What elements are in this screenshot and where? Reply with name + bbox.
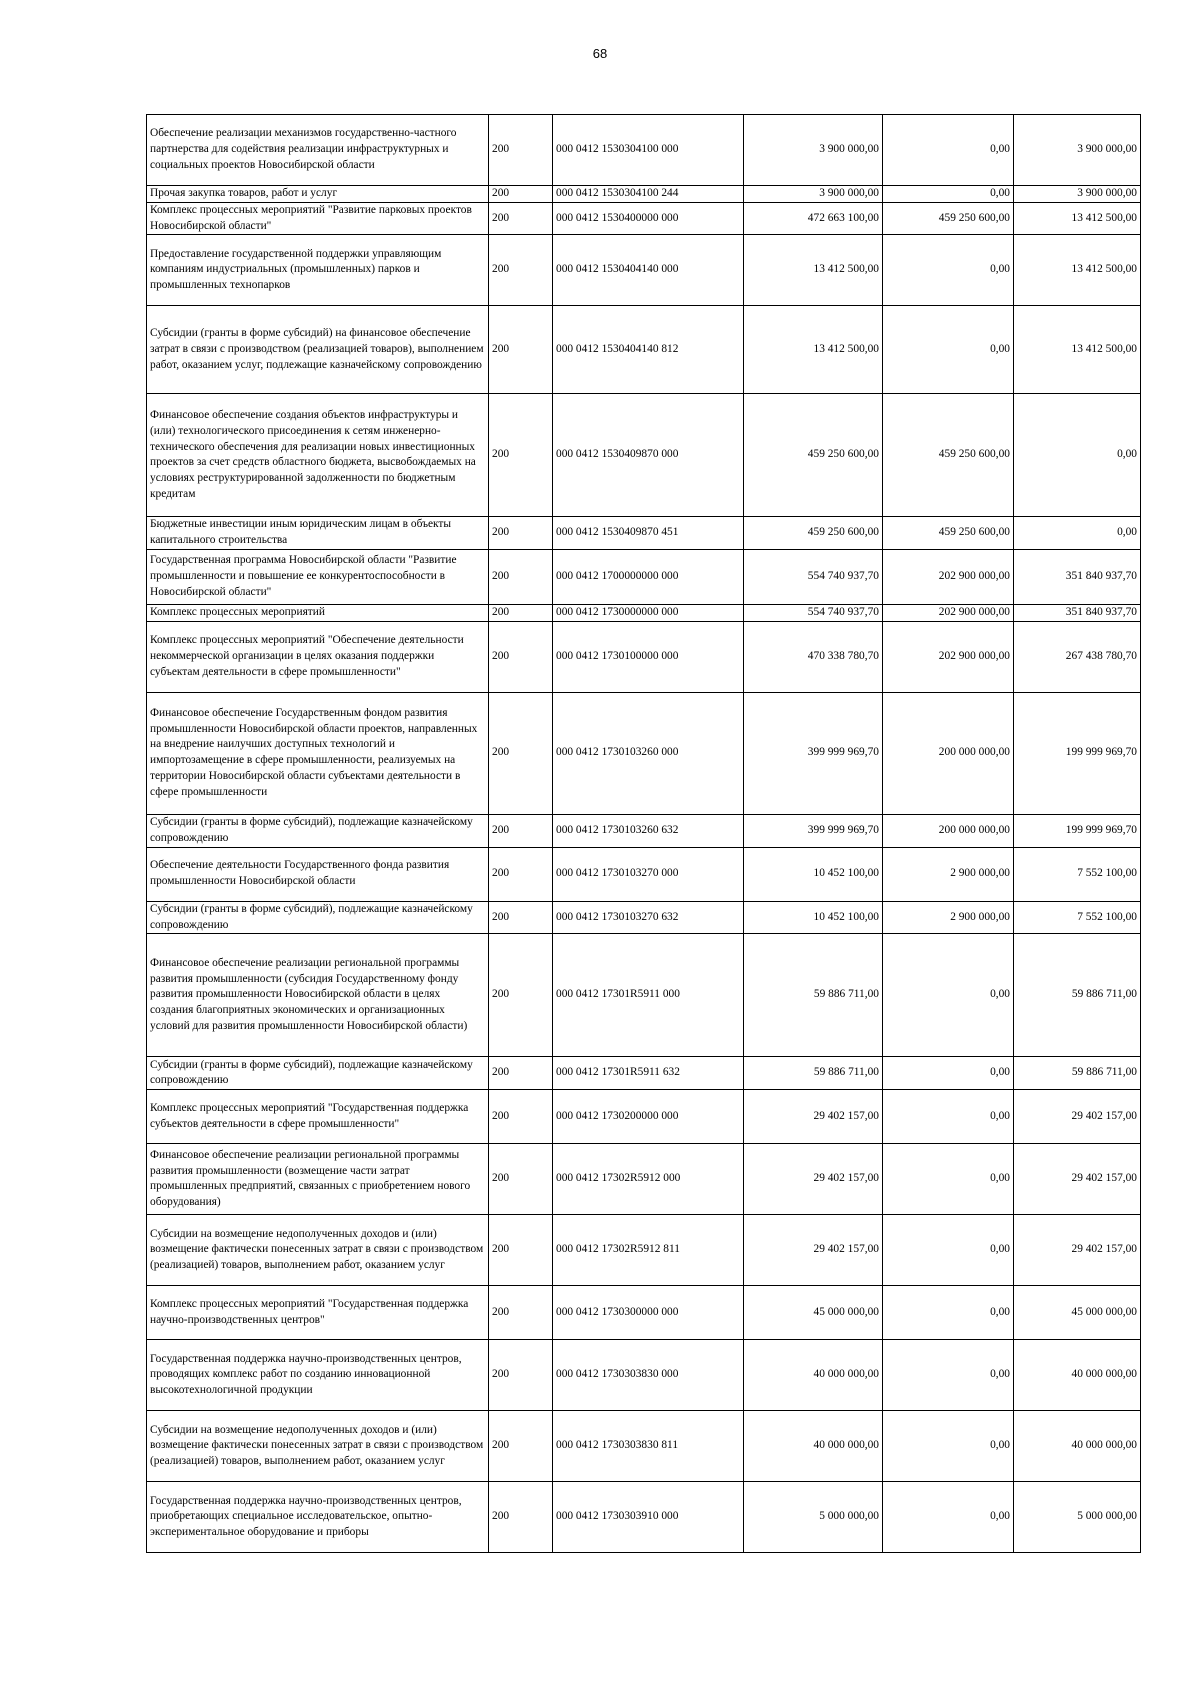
item-name-cell: Субсидии (гранты в форме субсидий), подлежащие казначейскому сопровождению xyxy=(147,901,489,934)
table-row xyxy=(147,517,1141,550)
table-row xyxy=(147,604,1141,621)
unexecuted-amount-cell: 351 840 937,70 xyxy=(1014,549,1141,604)
approved-amount-cell: 5 000 000,00 xyxy=(744,1482,883,1553)
code-cell: 200 xyxy=(489,1057,553,1090)
item-name-cell: Государственная поддержка научно-производственных центров, проводящих комплекс работ по созданию инновационной высокотехнологичной продукции xyxy=(147,1340,489,1411)
budget-classification-code-cell: 000 0412 1530304100 000 xyxy=(553,115,744,186)
table-row xyxy=(147,1144,1141,1215)
table-row xyxy=(147,1411,1141,1482)
budget-classification-code-cell: 000 0412 1730103270 000 xyxy=(553,847,744,901)
budget-classification-code-cell: 000 0412 17301R5911 632 xyxy=(553,1057,744,1090)
executed-amount-cell: 2 900 000,00 xyxy=(883,901,1014,934)
unexecuted-amount-cell: 7 552 100,00 xyxy=(1014,847,1141,901)
approved-amount-cell: 472 663 100,00 xyxy=(744,202,883,235)
approved-amount-cell: 29 402 157,00 xyxy=(744,1215,883,1286)
executed-amount-cell: 0,00 xyxy=(883,1286,1014,1340)
executed-amount-cell: 200 000 000,00 xyxy=(883,692,1014,814)
unexecuted-amount-cell: 13 412 500,00 xyxy=(1014,235,1141,306)
approved-amount-cell: 459 250 600,00 xyxy=(744,394,883,517)
item-name-cell: Комплекс процессных мероприятий "Развитие парковых проектов Новосибирской области" xyxy=(147,202,489,235)
approved-amount-cell: 40 000 000,00 xyxy=(744,1340,883,1411)
table-row xyxy=(147,847,1141,901)
table-row xyxy=(147,549,1141,604)
approved-amount-cell: 10 452 100,00 xyxy=(744,847,883,901)
unexecuted-amount-cell: 59 886 711,00 xyxy=(1014,934,1141,1057)
executed-amount-cell: 459 250 600,00 xyxy=(883,202,1014,235)
table-row xyxy=(147,1090,1141,1144)
executed-amount-cell: 0,00 xyxy=(883,1090,1014,1144)
executed-amount-cell: 202 900 000,00 xyxy=(883,604,1014,621)
table-body xyxy=(147,115,1141,1553)
code-cell: 200 xyxy=(489,1340,553,1411)
table-row xyxy=(147,186,1141,203)
budget-classification-code-cell: 000 0412 1530400000 000 xyxy=(553,202,744,235)
item-name-cell: Обеспечение реализации механизмов государственно-частного партнерства для содействия реализации инфраструктурных и социальных проектов Новосибирской области xyxy=(147,115,489,186)
item-name-cell: Финансовое обеспечение реализации региональной программы развития промышленности (субсидия Государственному фонду развития промышленности Новосибирской области в целях создания благоприятных экономических и организационных условий для развития промышленности Новосибирской области) xyxy=(147,934,489,1057)
executed-amount-cell: 0,00 xyxy=(883,1215,1014,1286)
code-cell: 200 xyxy=(489,1286,553,1340)
budget-execution-table xyxy=(146,114,1141,1553)
table-row xyxy=(147,1215,1141,1286)
budget-classification-code-cell: 000 0412 1530409870 000 xyxy=(553,394,744,517)
budget-classification-code-cell: 000 0412 1530404140 812 xyxy=(553,306,744,394)
approved-amount-cell: 3 900 000,00 xyxy=(744,186,883,203)
unexecuted-amount-cell: 0,00 xyxy=(1014,517,1141,550)
approved-amount-cell: 470 338 780,70 xyxy=(744,621,883,692)
approved-amount-cell: 10 452 100,00 xyxy=(744,901,883,934)
approved-amount-cell: 29 402 157,00 xyxy=(744,1144,883,1215)
executed-amount-cell: 0,00 xyxy=(883,306,1014,394)
item-name-cell: Субсидии на возмещение недополученных доходов и (или) возмещение фактически понесенных затрат в связи с производством (реализацией) товаров, выполнением работ, оказанием услуг xyxy=(147,1411,489,1482)
executed-amount-cell: 200 000 000,00 xyxy=(883,814,1014,847)
code-cell: 200 xyxy=(489,901,553,934)
table-row xyxy=(147,692,1141,814)
executed-amount-cell: 0,00 xyxy=(883,115,1014,186)
unexecuted-amount-cell: 199 999 969,70 xyxy=(1014,692,1141,814)
item-name-cell: Комплекс процессных мероприятий "Обеспечение деятельности некоммерческой организации в целях оказания поддержки субъектам деятельности в сфере промышленности" xyxy=(147,621,489,692)
executed-amount-cell: 202 900 000,00 xyxy=(883,549,1014,604)
unexecuted-amount-cell: 13 412 500,00 xyxy=(1014,202,1141,235)
budget-classification-code-cell: 000 0412 1730103260 000 xyxy=(553,692,744,814)
item-name-cell: Субсидии на возмещение недополученных доходов и (или) возмещение фактически понесенных затрат в связи с производством (реализацией) товаров, выполнением работ, оказанием услуг xyxy=(147,1215,489,1286)
code-cell: 200 xyxy=(489,202,553,235)
executed-amount-cell: 0,00 xyxy=(883,235,1014,306)
budget-classification-code-cell: 000 0412 1730103260 632 xyxy=(553,814,744,847)
budget-classification-code-cell: 000 0412 1730303830 000 xyxy=(553,1340,744,1411)
code-cell: 200 xyxy=(489,1482,553,1553)
unexecuted-amount-cell: 267 438 780,70 xyxy=(1014,621,1141,692)
approved-amount-cell: 459 250 600,00 xyxy=(744,517,883,550)
approved-amount-cell: 59 886 711,00 xyxy=(744,1057,883,1090)
code-cell: 200 xyxy=(489,1411,553,1482)
budget-classification-code-cell: 000 0412 1730000000 000 xyxy=(553,604,744,621)
approved-amount-cell: 13 412 500,00 xyxy=(744,235,883,306)
item-name-cell: Финансовое обеспечение создания объектов инфраструктуры и (или) технологического присоединения к сетям инженерно-технического обеспечения для реализации новых инвестиционных проектов за счет средств областного бюджета, высвобождаемых на условиях реструктурированной задолженности по бюджетным кредитам xyxy=(147,394,489,517)
item-name-cell: Комплекс процессных мероприятий xyxy=(147,604,489,621)
code-cell: 200 xyxy=(489,186,553,203)
executed-amount-cell: 202 900 000,00 xyxy=(883,621,1014,692)
budget-classification-code-cell: 000 0412 1730303910 000 xyxy=(553,1482,744,1553)
executed-amount-cell: 0,00 xyxy=(883,1340,1014,1411)
item-name-cell: Субсидии (гранты в форме субсидий), подлежащие казначейскому сопровождению xyxy=(147,1057,489,1090)
table-row xyxy=(147,814,1141,847)
executed-amount-cell: 0,00 xyxy=(883,1411,1014,1482)
budget-classification-code-cell: 000 0412 1730100000 000 xyxy=(553,621,744,692)
approved-amount-cell: 45 000 000,00 xyxy=(744,1286,883,1340)
executed-amount-cell: 0,00 xyxy=(883,186,1014,203)
executed-amount-cell: 459 250 600,00 xyxy=(883,394,1014,517)
code-cell: 200 xyxy=(489,1215,553,1286)
table-row xyxy=(147,115,1141,186)
code-cell: 200 xyxy=(489,934,553,1057)
table-row xyxy=(147,934,1141,1057)
unexecuted-amount-cell: 29 402 157,00 xyxy=(1014,1144,1141,1215)
budget-classification-code-cell: 000 0412 1530404140 000 xyxy=(553,235,744,306)
unexecuted-amount-cell: 199 999 969,70 xyxy=(1014,814,1141,847)
code-cell: 200 xyxy=(489,604,553,621)
item-name-cell: Субсидии (гранты в форме субсидий), подлежащие казначейскому сопровождению xyxy=(147,814,489,847)
approved-amount-cell: 554 740 937,70 xyxy=(744,604,883,621)
item-name-cell: Финансовое обеспечение Государственным фондом развития промышленности Новосибирской области проектов, направленных на внедрение наилучших доступных технологий и импортозамещение в сфере промышленности, реализуемых на территории Новосибирской области субъектами деятельности в сфере промышленности xyxy=(147,692,489,814)
item-name-cell: Комплекс процессных мероприятий "Государственная поддержка субъектов деятельности в сфере промышленности" xyxy=(147,1090,489,1144)
unexecuted-amount-cell: 3 900 000,00 xyxy=(1014,115,1141,186)
item-name-cell: Прочая закупка товаров, работ и услуг xyxy=(147,186,489,203)
table-row xyxy=(147,235,1141,306)
approved-amount-cell: 59 886 711,00 xyxy=(744,934,883,1057)
item-name-cell: Государственная программа Новосибирской области "Развитие промышленности и повышение ее конкурентоспособности в Новосибирской области" xyxy=(147,549,489,604)
approved-amount-cell: 3 900 000,00 xyxy=(744,115,883,186)
executed-amount-cell: 0,00 xyxy=(883,1482,1014,1553)
table-row xyxy=(147,394,1141,517)
item-name-cell: Финансовое обеспечение реализации региональной программы развития промышленности (возмещение части затрат промышленных предприятий, связанных с приобретением нового оборудования) xyxy=(147,1144,489,1215)
approved-amount-cell: 399 999 969,70 xyxy=(744,814,883,847)
code-cell: 200 xyxy=(489,1144,553,1215)
item-name-cell: Обеспечение деятельности Государственного фонда развития промышленности Новосибирской области xyxy=(147,847,489,901)
table-row xyxy=(147,1482,1141,1553)
budget-classification-code-cell: 000 0412 1730103270 632 xyxy=(553,901,744,934)
code-cell: 200 xyxy=(489,306,553,394)
unexecuted-amount-cell: 13 412 500,00 xyxy=(1014,306,1141,394)
unexecuted-amount-cell: 59 886 711,00 xyxy=(1014,1057,1141,1090)
unexecuted-amount-cell: 29 402 157,00 xyxy=(1014,1215,1141,1286)
code-cell: 200 xyxy=(489,692,553,814)
item-name-cell: Субсидии (гранты в форме субсидий) на финансовое обеспечение затрат в связи с производством (реализацией товаров), выполнением работ, оказанием услуг, подлежащие казначейскому сопровождению xyxy=(147,306,489,394)
code-cell: 200 xyxy=(489,235,553,306)
code-cell: 200 xyxy=(489,847,553,901)
unexecuted-amount-cell: 3 900 000,00 xyxy=(1014,186,1141,203)
code-cell: 200 xyxy=(489,115,553,186)
item-name-cell: Государственная поддержка научно-производственных центров, приобретающих специальное исследовательское, опытно-экспериментальное оборудование и приборы xyxy=(147,1482,489,1553)
code-cell: 200 xyxy=(489,394,553,517)
unexecuted-amount-cell: 5 000 000,00 xyxy=(1014,1482,1141,1553)
table-row xyxy=(147,306,1141,394)
code-cell: 200 xyxy=(489,814,553,847)
approved-amount-cell: 399 999 969,70 xyxy=(744,692,883,814)
code-cell: 200 xyxy=(489,517,553,550)
unexecuted-amount-cell: 40 000 000,00 xyxy=(1014,1340,1141,1411)
approved-amount-cell: 554 740 937,70 xyxy=(744,549,883,604)
executed-amount-cell: 0,00 xyxy=(883,1144,1014,1215)
unexecuted-amount-cell: 40 000 000,00 xyxy=(1014,1411,1141,1482)
budget-classification-code-cell: 000 0412 1730200000 000 xyxy=(553,1090,744,1144)
executed-amount-cell: 0,00 xyxy=(883,1057,1014,1090)
item-name-cell: Бюджетные инвестиции иным юридическим лицам в объекты капитального строительства xyxy=(147,517,489,550)
unexecuted-amount-cell: 0,00 xyxy=(1014,394,1141,517)
unexecuted-amount-cell: 351 840 937,70 xyxy=(1014,604,1141,621)
budget-classification-code-cell: 000 0412 1730303830 811 xyxy=(553,1411,744,1482)
table-row xyxy=(147,1057,1141,1090)
budget-classification-code-cell: 000 0412 17302R5912 000 xyxy=(553,1144,744,1215)
table-row xyxy=(147,202,1141,235)
executed-amount-cell: 0,00 xyxy=(883,934,1014,1057)
page-number: 68 xyxy=(592,46,608,61)
item-name-cell: Комплекс процессных мероприятий "Государственная поддержка научно-производственных центров" xyxy=(147,1286,489,1340)
approved-amount-cell: 40 000 000,00 xyxy=(744,1411,883,1482)
executed-amount-cell: 2 900 000,00 xyxy=(883,847,1014,901)
item-name-cell: Предоставление государственной поддержки управляющим компаниям индустриальных (промышленных) парков и промышленных технопарков xyxy=(147,235,489,306)
budget-classification-code-cell: 000 0412 1730300000 000 xyxy=(553,1286,744,1340)
table-row xyxy=(147,901,1141,934)
code-cell: 200 xyxy=(489,549,553,604)
unexecuted-amount-cell: 45 000 000,00 xyxy=(1014,1286,1141,1340)
code-cell: 200 xyxy=(489,1090,553,1144)
budget-classification-code-cell: 000 0412 1700000000 000 xyxy=(553,549,744,604)
code-cell: 200 xyxy=(489,621,553,692)
unexecuted-amount-cell: 7 552 100,00 xyxy=(1014,901,1141,934)
table-row xyxy=(147,1286,1141,1340)
executed-amount-cell: 459 250 600,00 xyxy=(883,517,1014,550)
budget-classification-code-cell: 000 0412 1530409870 451 xyxy=(553,517,744,550)
budget-classification-code-cell: 000 0412 17302R5912 811 xyxy=(553,1215,744,1286)
budget-classification-code-cell: 000 0412 17301R5911 000 xyxy=(553,934,744,1057)
table-row xyxy=(147,1340,1141,1411)
unexecuted-amount-cell: 29 402 157,00 xyxy=(1014,1090,1141,1144)
table-row xyxy=(147,621,1141,692)
budget-classification-code-cell: 000 0412 1530304100 244 xyxy=(553,186,744,203)
approved-amount-cell: 13 412 500,00 xyxy=(744,306,883,394)
approved-amount-cell: 29 402 157,00 xyxy=(744,1090,883,1144)
